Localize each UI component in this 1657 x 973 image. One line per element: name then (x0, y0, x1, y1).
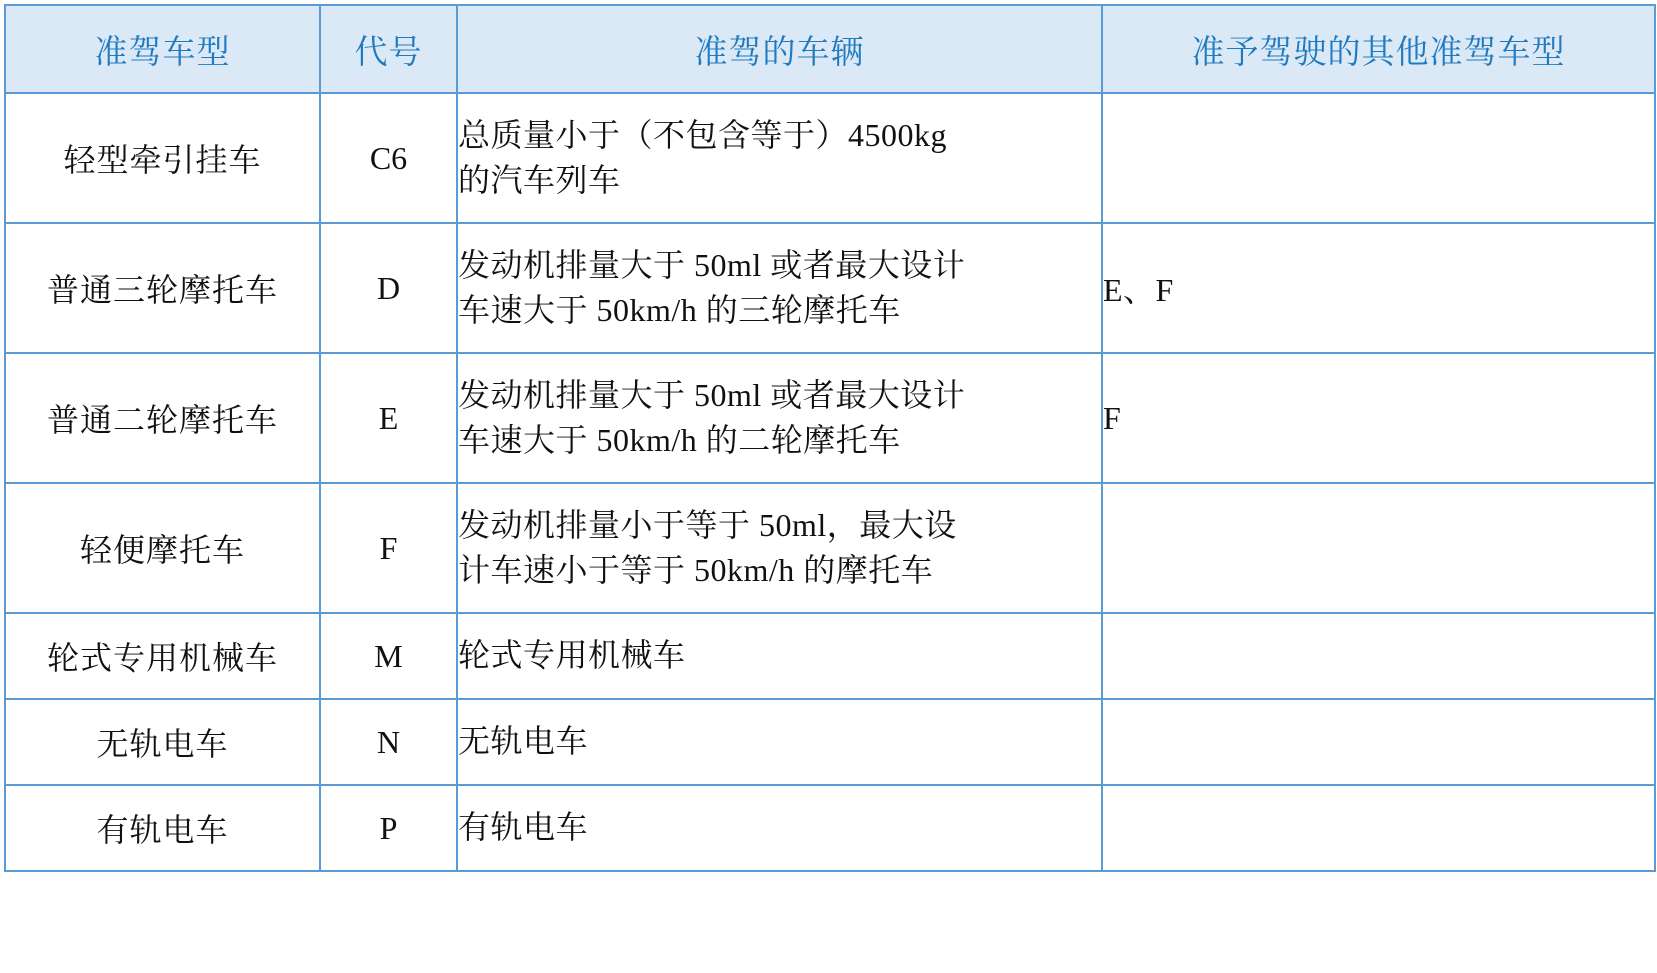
cell-code: P (320, 785, 457, 871)
cell-permitted-vehicles (457, 93, 1102, 223)
table-row (5, 223, 1655, 353)
cell-vehicle-type: 普通三轮摩托车 (5, 223, 320, 353)
desc-line: 轮式专用机械车 (458, 637, 686, 674)
desc-line: 总质量小于（不包含等于）4500kg (458, 116, 948, 153)
cell-permitted-vehicles (457, 613, 1102, 699)
desc-line: 有轨电车 (458, 809, 589, 846)
cell-vehicle-type: 普通二轮摩托车 (5, 353, 320, 483)
column-header-permitted-vehicles: 准驾的车辆 (457, 5, 1102, 93)
desc-line: 的汽车列车 (458, 162, 621, 198)
table-row (5, 699, 1655, 785)
cell-code: D (320, 223, 457, 353)
desc-line: 发动机排量大于 50ml 或者最大设计 (458, 376, 966, 413)
cell-vehicle-type: 轮式专用机械车 (5, 613, 320, 699)
column-header-vehicle-type: 准驾车型 (5, 5, 320, 93)
cell-vehicle-type: 有轨电车 (5, 785, 320, 871)
cell-vehicle-type: 轻型牵引挂车 (5, 93, 320, 223)
table-row (5, 613, 1655, 699)
desc-line: 车速大于 50km/h 的二轮摩托车 (458, 422, 901, 458)
cell-code: E (320, 353, 457, 483)
column-header-other-permitted-types: 准予驾驶的其他准驾车型 (1102, 5, 1655, 93)
driving-license-types-table (4, 4, 1656, 872)
column-header-code: 代号 (320, 5, 457, 93)
cell-vehicle-type: 轻便摩托车 (5, 483, 320, 613)
cell-vehicle-type: 无轨电车 (5, 699, 320, 785)
cell-code: C6 (320, 93, 457, 223)
desc-line: 无轨电车 (458, 723, 589, 760)
cell-other-types: E、F (1102, 223, 1655, 353)
table-header (5, 5, 1655, 93)
cell-other-types: F (1102, 353, 1655, 483)
cell-other-types (1102, 699, 1655, 785)
cell-permitted-vehicles (457, 353, 1102, 483)
cell-code: F (320, 483, 457, 613)
cell-code: M (320, 613, 457, 699)
desc-line: 计车速小于等于 50km/h 的摩托车 (458, 552, 934, 588)
cell-other-types (1102, 93, 1655, 223)
cell-permitted-vehicles (457, 223, 1102, 353)
cell-permitted-vehicles (457, 483, 1102, 613)
desc-line: 车速大于 50km/h 的三轮摩托车 (458, 292, 901, 328)
cell-permitted-vehicles (457, 699, 1102, 785)
cell-permitted-vehicles (457, 785, 1102, 871)
table-row (5, 353, 1655, 483)
table-row (5, 483, 1655, 613)
cell-other-types (1102, 785, 1655, 871)
cell-other-types (1102, 483, 1655, 613)
desc-line: 发动机排量小于等于 50ml，最大设 (458, 506, 957, 543)
cell-code: N (320, 699, 457, 785)
document-page (0, 4, 1657, 973)
table-row (5, 93, 1655, 223)
cell-other-types (1102, 613, 1655, 699)
table-body (5, 93, 1655, 871)
table-header-row (5, 5, 1655, 93)
desc-line: 发动机排量大于 50ml 或者最大设计 (458, 246, 966, 283)
table-row (5, 785, 1655, 871)
